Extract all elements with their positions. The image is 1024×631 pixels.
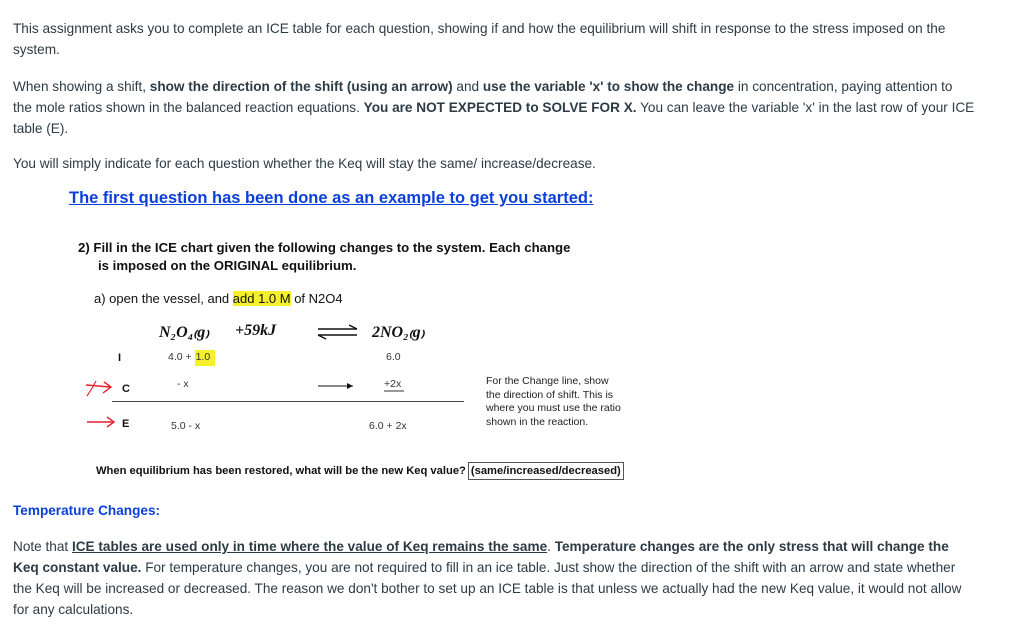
text-run: in concentration, paying attention to xyxy=(734,79,953,94)
product-formula: 2NO₂₍g₎ xyxy=(372,324,425,341)
question-2-line-1: 2) Fill in the ICE chart given the following changes to the system. Each change xyxy=(78,240,571,255)
intro-line-2: system. xyxy=(13,42,60,57)
temperature-heading: Temperature Changes: xyxy=(13,503,161,518)
note-line: For the Change line, show xyxy=(486,375,609,387)
bold-run: use the variable 'x' to show the change xyxy=(482,79,735,94)
text-run: 4.0 + xyxy=(168,351,195,363)
text-run: For temperature changes, you are not required to fill in an ice table. Just show the direction of the shift with an arrow and state whether xyxy=(141,560,956,575)
change-underline xyxy=(384,389,404,393)
change-reactant-value: - x xyxy=(177,378,189,390)
question-2-line-2: is imposed on the ORIGINAL equilibrium. xyxy=(98,258,357,273)
change-line-note xyxy=(486,375,621,429)
text-run: When equilibrium has been restored, what will be the new Keq value? xyxy=(96,465,466,477)
text-run: the mole ratios shown in the balanced reaction equations. xyxy=(13,100,364,115)
initial-product-value: 6.0 xyxy=(386,351,401,363)
text-run: When showing a shift, xyxy=(13,79,150,94)
energy-term: +59kJ xyxy=(235,322,277,339)
change-product-value: +2x xyxy=(384,378,402,390)
initial-reactant-value xyxy=(168,351,215,363)
text-run: Note that xyxy=(13,539,72,554)
shift-instructions-paragraph xyxy=(13,76,974,139)
equilibrium-product-value: 6.0 + 2x xyxy=(369,420,407,432)
question-2a xyxy=(94,291,343,306)
row-label-change: C xyxy=(122,383,130,395)
row-label-equilibrium: E xyxy=(122,418,130,430)
text-run: for any calculations. xyxy=(13,602,134,617)
note-line: the direction of shift. This is xyxy=(486,388,614,401)
text-run: table (E). xyxy=(13,121,69,136)
text-run: of N2O4 xyxy=(290,291,343,306)
bold-run: Keq constant value. xyxy=(13,560,142,575)
keq-paragraph: You will simply indicate for each question whether the Keq will stay the same/ increase/decrease. xyxy=(13,156,596,171)
intro-paragraph xyxy=(13,18,945,60)
shift-arrow-icon xyxy=(317,381,357,391)
intro-line-1: This assignment asks you to complete an ICE table for each question, showing if and how the equilibrium will shift in response to the stress imposed on the xyxy=(13,21,946,36)
temperature-paragraph xyxy=(13,536,1018,620)
note-line: where you must use the ratio xyxy=(486,402,621,414)
note-line: shown in the reaction. xyxy=(486,415,589,428)
text-run: the Keq will be increased or decreased. The reason we don't bother to set up an ICE table is that unless we actually had the new Keq value, it would not allow xyxy=(13,581,962,596)
ice-divider-line xyxy=(112,401,464,402)
reactant-formula: N₂O₄₍g₎ xyxy=(159,324,210,341)
bold-run: You are NOT EXPECTED to SOLVE FOR X. xyxy=(363,100,637,115)
text-run: You can leave the variable 'x' in the last row of your ICE xyxy=(636,100,975,115)
highlighted-added-amount: 1.0 xyxy=(195,350,216,366)
text-run: . xyxy=(547,539,555,554)
example-link[interactable]: The first question has been done as an example to get you started: xyxy=(69,189,594,207)
red-arrow-icon xyxy=(84,377,120,399)
keq-answer-box: (same/increased/decreased) xyxy=(468,462,624,480)
row-label-initial: I xyxy=(118,352,122,364)
highlighted-amount: add 1.0 M xyxy=(232,291,291,306)
text-run: a) open the vessel, and xyxy=(94,291,233,306)
example-figure xyxy=(72,228,652,490)
bold-run: Temperature changes are the only stress that will change the xyxy=(554,539,949,554)
equilibrium-reactant-value: 5.0 - x xyxy=(171,420,201,432)
equilibrium-arrows-icon xyxy=(317,324,359,340)
underlined-run: ICE tables are used only in time where the value of Keq remains the same xyxy=(71,539,548,554)
text-run: and xyxy=(452,79,483,94)
keq-question xyxy=(96,462,624,480)
red-arrow-icon xyxy=(86,416,120,428)
bold-run: show the direction of the shift (using an arrow) xyxy=(149,79,453,94)
